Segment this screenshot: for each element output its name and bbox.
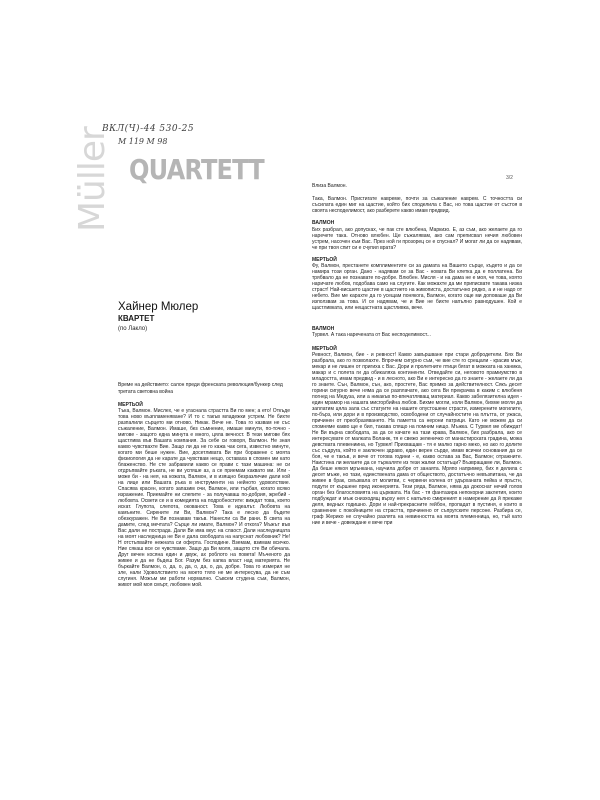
right-paragraph-4: Турвел. А така наречената от Вас несподелимост... [312,332,431,338]
author-name: Хайнер Мюлер [118,301,199,313]
speaker-label-merteuil: МЕРТЬОЙ [118,402,143,408]
stage-direction: Влиза Валмон. [312,183,347,189]
page-number: 3/2 [506,175,513,181]
handwritten-archive-number: М 119 М 98 [118,137,168,146]
right-paragraph-5: Ревност, Валмон, бие - и ревност! Какво завършване при стари добродетели. Бях Ви разбрала, ако го позволахте. Впрочем сигурно съм, че вие сте го срещали - красив мъж, мекар и не лишен от пригиха с Вас. Дори и пролетните птици бягат в можката на ханмка, макар и с полета ги да обикаляха континенти. Отведайте си, неговото прамиумство в младостта, имам предвид - и в лесното, ако Ви е интересно да го знаете - желаете ли да го знаете. Сън, Валмон, сън, ако, простете, Вас примко за действителност. Сякъ десет горини сигурно вече няма да се разплачате, ако сега Ви прекрачва в каким с влюбеня погнед на Медуза, или а никакъв по-впечатляващ материал. Какво забелязителна идея - един мрамор на нашата мисгорбийна любов. Бихме могли, коли Валмон, бихме могли да заплатим цяла зала със статуите на нашите опустошени страсти, измерените могилите, по-бърз, или дори и в производство, освободени от случайностите на плътта, от ужаса, причинен от преобразяването. На паметта са нерони патрици. Като не можем да си спомняме какво ще е бил, такава спящо на помним нищо. Мъжка. С Турвел ме обиждат! Не Ви върна свободата, за да се качате на тази крава, Валмон, бих разбрала, ако се интересувате от малката Воланж, тя е свежо зеленичко от манастирската градина, можа девствата плевениина, но Турвел! Прихващам - тя е малко гарно меко, но ако го долите със съдруга, който е заключен здраво, един верен сърде, имам всички основания да се боя, че е такъв, и вече от тогова години - е, какво остава за Вас, Валмон; отражните. Наистина ли желаете да се търкаляте из тези жалки остатъци? Възвращаме ли, Валмон. Да беше някоя мрънкана, научила добре от занаята. Мряпо например, бих я делила с десет мъже, но тази, единствената дама от обществото, достатъчно невъзпитана, че да живее в брак, смъзвала от молитви, с червени колена от удърханата пейка и пръстн, подути от кършене пред иконерията. Тези ряда, Валмон, няма да докоснат нечий голов орган без благословията на църквата. На бас - тя фантазира непокорни заклетия, които подбуждат и мъж снизходящ върху нея с напълно смиреният в намерение да й прекаже деля, ведных годишно. Дори и най-прекрасните гейбон, пропадат в пустиня, е които в сравнение с покойниците на страстта, причинено от съпругските персоне. Разбира се, граф Жерико не случайно разлята на невинността на моята племенница, но, тъй като ние и вече - довеждане е вече при [312,352,522,526]
speaker-label-merteuil-1: МЕРТЬОЙ [312,257,337,263]
left-column-text: Тъка, Валмон. Мислех, че е угаснала страстта Ви по мен; а ето! Откъде това ново възпламеняване? И то с такъв младежки устрем. Не бихте разпалили сърцето ми отново. Никак. Вече не. Това го казвам не със съжаление, Валмон. Имаше, без съмнение, имаше минути, по-точно - мигове - защото една минута е много, цяла вечност. В тези мигове бях щастлива във Вашата компания. За себе си говоря, Валмон. Не зная какво чувствахте Вие. Защо ли да не го кажа чак сега, известно минуте, когато ми беше нужен. Вие, досетливата Ви при боравене с моята физиология да не карате да чувствам нещо, оставаха в спомен ми като блаженство. Не сте забравили какво се прави с тази машина: не си отдръпвайте ръката, не ви успяше аз, а се приемам каквато ми. Или - може би - на нея, на кожата, Валмон, и в изящно безразличие дали кой на лице или Вашата ръка в инструменти на нейното удоволствие. Спасява красен, когато запазим очи, Валмон, или търбая, когато всяко изражение. Приемайте ни слепите - за получаваш по-добрия, жребий - любовта. Освети се и в комедията на подробностите: виждат това, което искат. Глупота, слепота, окованост. Това е идеалът. Любовта на камъните. Сирените ли Ви, Валмон? Така е лесно да бъдете обезкуражен. Не Ви познавам такъв. Нанесли са Ви рани. В света на дамите, след мечтата? Сърце ли иматe, Валмон? И откога? Мъжът във Вас дали не пострада. Дали Ви има вкус на слаост. Дали наследницата на моят наследница не Ви е дала свободата на напуснат любовник? Не! Н отстъпвайте нежната си оферта. Господине. Вземам, взимам всичко. Ние сякаш все се чувстваме. Защо да Ви моля, защото сте Ви обичала. Друг вечен косяна един и двуж, ах роблото на повета! Мъченото да живее и да не бъдеш Бог. Разум без капка власт над материята. Не бъркайте Валмон, о, да, о, да, о, да, о, да, добре. Това го измерил не зле, нали Удоволствието на моето тяло не ме интересува, да не съм слугиня. Можъм ми работи нормално. Съвсем студена съм, Валмон, живот мой моя смърт, любовен мой. [118,408,290,588]
right-paragraph-1: Така, Валмон. Пристигате навреме, почти за съжаление наврем. С точността си съсилата един миг на щастие, който бих споделила с Вас, но това щастие от състоя в своята несподелимост, ако разберете какво имам предвид. [312,196,522,214]
brand-logo-vertical: Müller [72,127,113,232]
translator-note: (по Лакло) [118,326,148,332]
right-paragraph-2: Бих разбрал, ако допусках, че пак сте влюбена, Маркизо. Е, аз съм, ако желаете да го наречете така. Отново влюбен. Ще съжалявам, ако сам преписвал нечия любовен устрем, насочен към Вас. През ной ги прозорец се е спуснал? И могат ли да се надявам, че при твоя спит си е счупил врата? [312,227,522,251]
play-title: КВАРТЕТ [118,314,155,323]
brand-logo-horizontal: QUARTETT [129,153,264,186]
speaker-label-valmont-2: ВАЛМОН [312,326,335,332]
setting-description: Време на действието: салон преди френската революция/бункер след третата световна война [118,382,283,395]
speaker-label-merteuil-2: МЕРТЬОЙ [312,346,337,352]
handwritten-archive-code: ВКЛ(Ч)-44 530-25 [102,124,195,134]
speaker-label-valmont-1: ВАЛМОН [312,220,335,226]
right-paragraph-3: Фу, Валмон, престанете комплиментите си за дамата на Вашето сърце, където и да се намира този орган. Дано - надявам се за Вас - новата Ви клетка да е поллатена. Би трябвало да не познавате по-добре. Влюбен. Мисля - и на дама не е моя, че това, която наричате любов, подобава само на слугите. Как можахте да ми приписвате такава низка страст! Най-висшето щастие в щастието на живописта, достатъчно рядко, а и не надо от небето. Вие ме карахте да го усещам понякога, Валмон, когато още ми доповаше да Ви използвам за това. И се надявам, че и Вие не бихте напълно равнодушен. Кой е щастливката, или нещастната щастливка, вече. [312,263,522,311]
